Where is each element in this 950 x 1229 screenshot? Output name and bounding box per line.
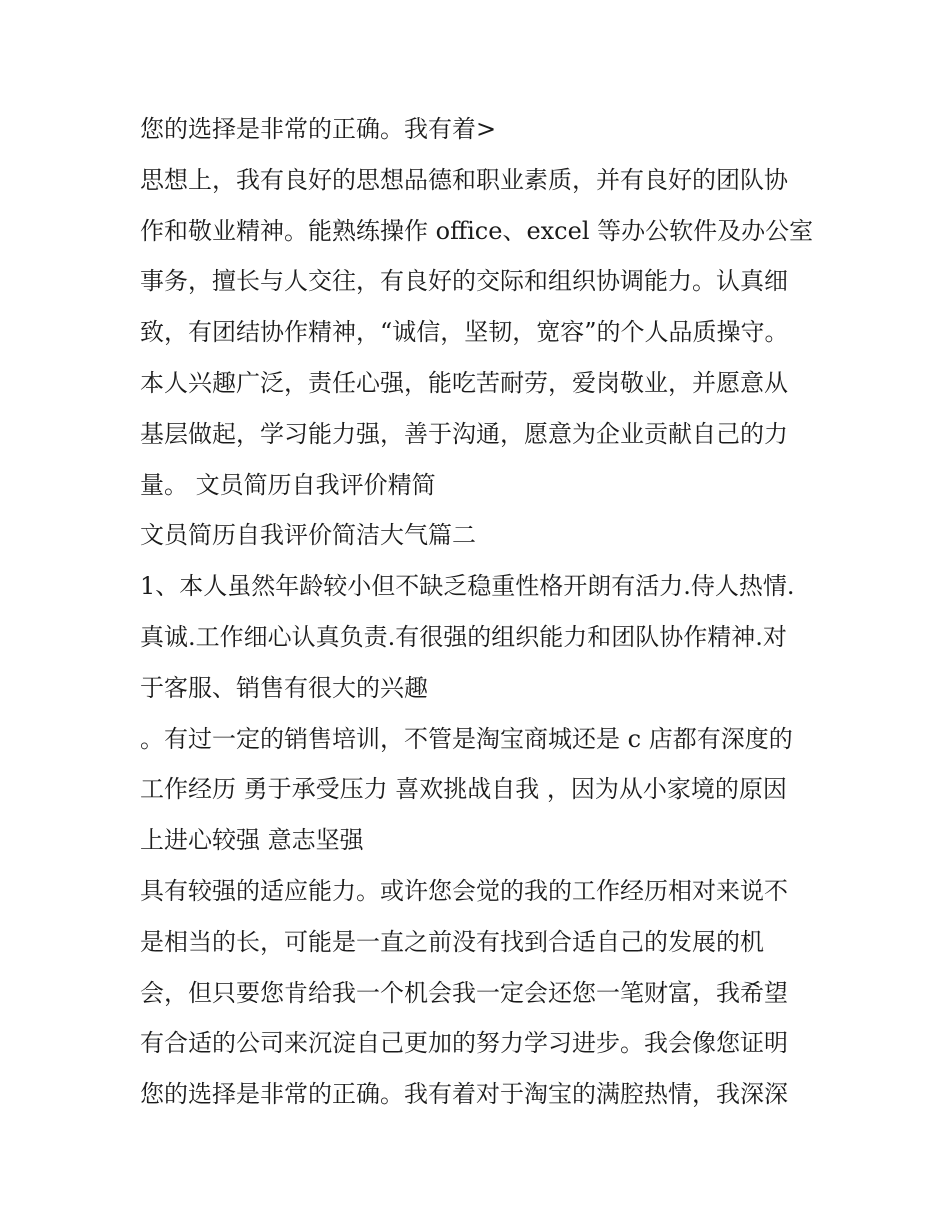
text-line: 上进心较强 意志坚强 xyxy=(140,826,364,855)
text-line: 真诚.工作细心认真负责.有很强的组织能力和团队协作精神.对 xyxy=(140,622,787,651)
text-line: 您的选择是非常的正确。我有着> xyxy=(140,115,497,143)
text-line: 于客服、销售有很大的兴趣 xyxy=(140,673,428,702)
section-heading: 文员简历自我评价简洁大气篇二 xyxy=(140,521,476,550)
text-line: 作和敬业精神。能熟练操作 office、excel 等办公软件及办公室 xyxy=(140,216,814,245)
document-body xyxy=(140,110,815,1126)
text-line: 量。 文员简历自我评价精简 xyxy=(140,470,436,499)
text-line: 具有较强的适应能力。或许您会觉的我的工作经历相对来说不 xyxy=(140,876,788,905)
text-line: 有合适的公司来沉淀自己更加的努力学习进步。我会像您证明 xyxy=(140,1029,788,1058)
text-line: 基层做起，学习能力强，善于沟通，愿意为企业贡献自己的力 xyxy=(140,419,788,448)
text-line: 工作经历 勇于承受压力 喜欢挑战自我 ，因为从小家境的原因 xyxy=(140,775,787,804)
text-line: 您的选择是非常的正确。我有着对于淘宝的满腔热情，我深深 xyxy=(140,1080,788,1109)
text-line: 事务，擅长与人交往，有良好的交际和组织协调能力。认真细 xyxy=(140,267,788,296)
text-line: 思想上，我有良好的思想品德和职业素质，并有良好的团队协 xyxy=(140,165,788,194)
text-line: 1、本人虽然年龄较小但不缺乏稳重性格开朗有活力.侍人热情. xyxy=(140,572,795,601)
text-line: 致，有团结协作精神，“诚信，坚韧，宽容”的个人品质操守。 xyxy=(140,318,789,347)
text-line: 本人兴趣广泛，责任心强，能吃苦耐劳，爱岗敬业，并愿意从 xyxy=(140,368,788,397)
text-line: 是相当的长，可能是一直之前没有找到合适自己的发展的机 xyxy=(140,927,764,956)
text-line: 。有过一定的销售培训，不管是淘宝商城还是 c 店都有深度的 xyxy=(140,724,793,753)
text-line: 会，但只要您肯给我一个机会我一定会还您一笔财富，我希望 xyxy=(140,978,788,1007)
